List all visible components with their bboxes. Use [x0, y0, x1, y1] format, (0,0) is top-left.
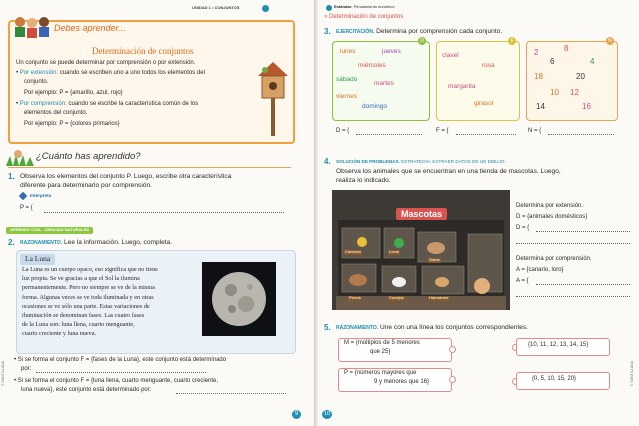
q5-number: 5. — [324, 323, 331, 332]
set-n-tag: N — [606, 37, 614, 45]
comp-given: A = {canario, loro} — [516, 267, 564, 273]
q4-text-2: realiza lo indicado. — [336, 177, 391, 184]
comprension-text: cuando se escribe la característica común de los — [68, 101, 199, 107]
aprender-intro: Un conjunto se puede determinar por comprensión o por extensión. — [16, 60, 196, 66]
moon-icon — [202, 262, 276, 336]
comp-title: Determina por comprensión. — [516, 256, 592, 262]
q2-bullet1-answer-line[interactable] — [36, 372, 206, 373]
estandar-text: Pensamiento numérico — [353, 4, 395, 9]
extension-example: Por ejemplo: P = {amarillo, azul, rojo} — [24, 90, 123, 96]
q4-text-1: Observa los animales que se encuentran en una tienda de mascotas. Luego, — [336, 168, 561, 175]
comprension-line2: elementos del conjunto. — [24, 110, 88, 116]
q5-left-p-connector[interactable] — [449, 376, 456, 383]
topic-text: Determinación de conjuntos — [329, 14, 404, 20]
q5-right-1-text: {10, 11, 12, 13, 14, 15} — [528, 342, 589, 348]
pet-store-illustration — [332, 190, 510, 310]
set-f-item: clavel — [442, 52, 459, 59]
set-d-item: sábado — [336, 76, 358, 83]
cage-label: Gatos — [429, 257, 440, 262]
set-n-item: 12 — [570, 88, 579, 97]
set-d-item: lunes — [340, 48, 356, 55]
cage-label: Canarios — [345, 249, 362, 254]
set-n-item: 8 — [564, 44, 569, 53]
cage-label: Loros — [389, 249, 400, 254]
left-page-number: 9 — [292, 410, 301, 419]
ext-title: Determina por extensión. — [516, 203, 584, 209]
left-side-label: © SANTILLANA — [1, 361, 5, 386]
unit-dot-icon — [262, 5, 269, 12]
q2-razonamiento: RAZONAMIENTO. — [20, 240, 63, 246]
q2-bullet2-answer-line[interactable] — [176, 393, 286, 394]
luna-text-line: permanentemente. Pero no siempre se ve de la misma — [22, 284, 155, 292]
right-page — [318, 0, 639, 426]
q2-bullet1-end: por: — [21, 366, 32, 372]
q5-text: Une con una línea los conjuntos correspondientes. — [379, 324, 529, 331]
set-n-item: 18 — [534, 72, 543, 81]
q5-razonamiento: RAZONAMIENTO. — [336, 325, 379, 331]
extension-text: cuando se escriben uno a uno todos los elementos del — [59, 70, 205, 76]
store-sign: Mascotas — [396, 208, 447, 220]
q5-left-m-line1: M = {múltiplos de 5 menores — [344, 340, 420, 346]
cage-label: Hámsteres — [429, 295, 449, 300]
luna-text-line: iluminación se denominan fases. Las cuatro fases — [22, 312, 145, 319]
q1-answer-line[interactable] — [44, 212, 284, 213]
set-n-answer-line[interactable] — [548, 134, 614, 135]
extension-line2: conjunto. — [24, 79, 49, 85]
ext-answer-line-2[interactable] — [516, 243, 630, 244]
luna-text-line: forma. Algunas veces se ve toda iluminada y en otras — [22, 293, 154, 301]
set-d-item: viernes — [336, 93, 357, 100]
cuanto-divider — [8, 167, 291, 168]
q2-bullet1-text: Si se forma el conjunto F = {fases de la Luna}, este conjunto está determinado — [17, 357, 227, 363]
set-f-item: rosa — [482, 62, 495, 69]
set-n-item: 10 — [550, 88, 559, 97]
estandar-dot-icon — [326, 5, 332, 11]
q4-header — [336, 159, 506, 164]
comp-answer-label: A = { — [516, 278, 529, 284]
ext-answer-line[interactable] — [536, 231, 630, 232]
ext-answer-label: D = { — [516, 225, 530, 231]
cage-label: Perros — [349, 295, 361, 300]
q3-ejercitacion: EJERCITACIÓN. — [336, 29, 375, 35]
unit-header: UNIDAD 1 • CONJUNTOS — [192, 5, 240, 10]
q2-line — [20, 239, 172, 247]
q1-number: 1. — [8, 172, 15, 181]
left-page — [0, 0, 316, 426]
extension-label: Por extensión: — [19, 70, 59, 76]
set-d-item: miércoles — [358, 62, 386, 69]
set-d-item: domingo — [362, 103, 387, 110]
right-page-number: 10 — [323, 411, 331, 417]
q2-number: 2. — [8, 238, 15, 247]
comprension-example: Por ejemplo: P = {colores primarios} — [24, 121, 120, 127]
q1-text-2: diferente para determinarlo por comprensión. — [20, 182, 152, 189]
birdhouse-icon — [256, 58, 290, 138]
comp-answer-line-2[interactable] — [516, 296, 630, 297]
comp-answer-line[interactable] — [536, 284, 630, 285]
set-n-item: 6 — [550, 57, 555, 66]
set-d-tag: D — [418, 37, 426, 45]
debes-aprender-banner: Debes aprender... — [54, 23, 126, 33]
set-f-answer-line[interactable] — [456, 134, 516, 135]
luna-text-line: La Luna es un cuerpo opaco, eso significa que no tiene — [22, 266, 158, 273]
interpreta-label: Interpreta — [30, 193, 52, 198]
ciencias-banner: APRENDO CON... CIENCIAS NATURALES — [6, 227, 93, 234]
luna-text-line: ocasiones se ve sólo una parte. Estas variaciones de — [22, 302, 150, 310]
topic-line: » Determinación de conjuntos — [324, 14, 404, 20]
q2-bullet1: • Si se forma el conjunto F = {fases de la Luna}, este conjunto está determinado — [14, 357, 227, 363]
set-n-item: 14 — [536, 102, 545, 111]
ext-given: D = {animales domésticos} — [516, 214, 588, 220]
extension-line1: • Por extensión: cuando se escriben uno a uno todos los elementos del — [16, 70, 205, 76]
set-f-item: girasol — [474, 100, 494, 107]
set-d-item: martes — [374, 80, 394, 87]
q5-left-m-connector[interactable] — [449, 346, 456, 353]
q4-number: 4. — [324, 157, 331, 166]
set-d-answer-line[interactable] — [356, 134, 422, 135]
kids-illustration-icon — [12, 14, 52, 40]
estandar-label: Estándar: — [334, 4, 353, 9]
set-d-item: jueves — [382, 48, 401, 55]
luna-text-line: cuarto creciente y luna nueva. — [22, 330, 97, 338]
q4-problemas: SOLUCIÓN DE PROBLEMAS. — [336, 159, 400, 164]
luna-title: La Luna — [20, 254, 55, 265]
q2-bullet2-1: • Si se forma el conjunto F = {luna llena, cuarto menguante, cuarto creciente, — [14, 378, 219, 384]
q2-bullet2-2: luna nueva}, este conjunto está determinado por: — [21, 387, 152, 393]
q3-text: Determina por comprensión cada conjunto. — [376, 28, 503, 35]
comprension-line1: • Por comprensión: cuando se escribe la característica común de los — [16, 101, 199, 107]
set-n-item: 2 — [534, 48, 539, 57]
q4-estrategia: ESTRATEGIA: EXTRAER DATOS DE UN DIBUJO. — [401, 159, 506, 164]
comprension-label: Por comprensión: — [19, 101, 67, 107]
q5-right-2-text: {0, 5, 10, 15, 20} — [532, 376, 577, 382]
q5-left-m-line2: que 25} — [370, 349, 391, 355]
right-side-label: © SANTILLANA — [630, 361, 634, 386]
q1-text-1: Observa los elementos del conjunto P. Luego, escribe otra característica — [20, 173, 232, 180]
q5-line — [336, 324, 528, 332]
set-f-item: margarita — [448, 83, 476, 90]
aprender-title: Determinación de conjuntos — [92, 46, 194, 56]
q1-answer-label: P = { — [20, 205, 33, 211]
set-n-item: 4 — [590, 57, 595, 66]
luna-text-line: luz propia. Se ve gracias a que el Sol la ilumina — [22, 275, 140, 283]
q5-left-p-line1: P = {números mayores que — [344, 370, 417, 376]
set-d-answer-label: D = { — [336, 128, 350, 134]
set-f-answer-label: F = { — [436, 128, 449, 134]
set-f-tag: F — [508, 37, 516, 45]
q5-left-p-line2: 9 y menores que 16} — [374, 379, 430, 385]
set-n-item: 20 — [576, 72, 585, 81]
estandar — [334, 5, 395, 10]
q2-bullet2-text1: Si se forma el conjunto F = {luna llena, cuarto menguante, cuarto creciente, — [17, 378, 219, 384]
grass-kids-icon — [6, 148, 34, 166]
set-n-answer-label: N = { — [528, 128, 542, 134]
luna-text-line: de la Luna son: luna llena, cuarto menguante, — [22, 321, 135, 329]
cuanto-title: ¿Cuánto has aprendido? — [36, 151, 141, 162]
q2-text: Lee la información. Luego, completa. — [63, 239, 173, 246]
q3-number: 3. — [324, 27, 331, 36]
interpreta-icon — [19, 192, 27, 200]
q3-line — [336, 28, 502, 36]
cage-label: Conejos — [389, 295, 404, 300]
set-n-item: 16 — [582, 102, 591, 111]
